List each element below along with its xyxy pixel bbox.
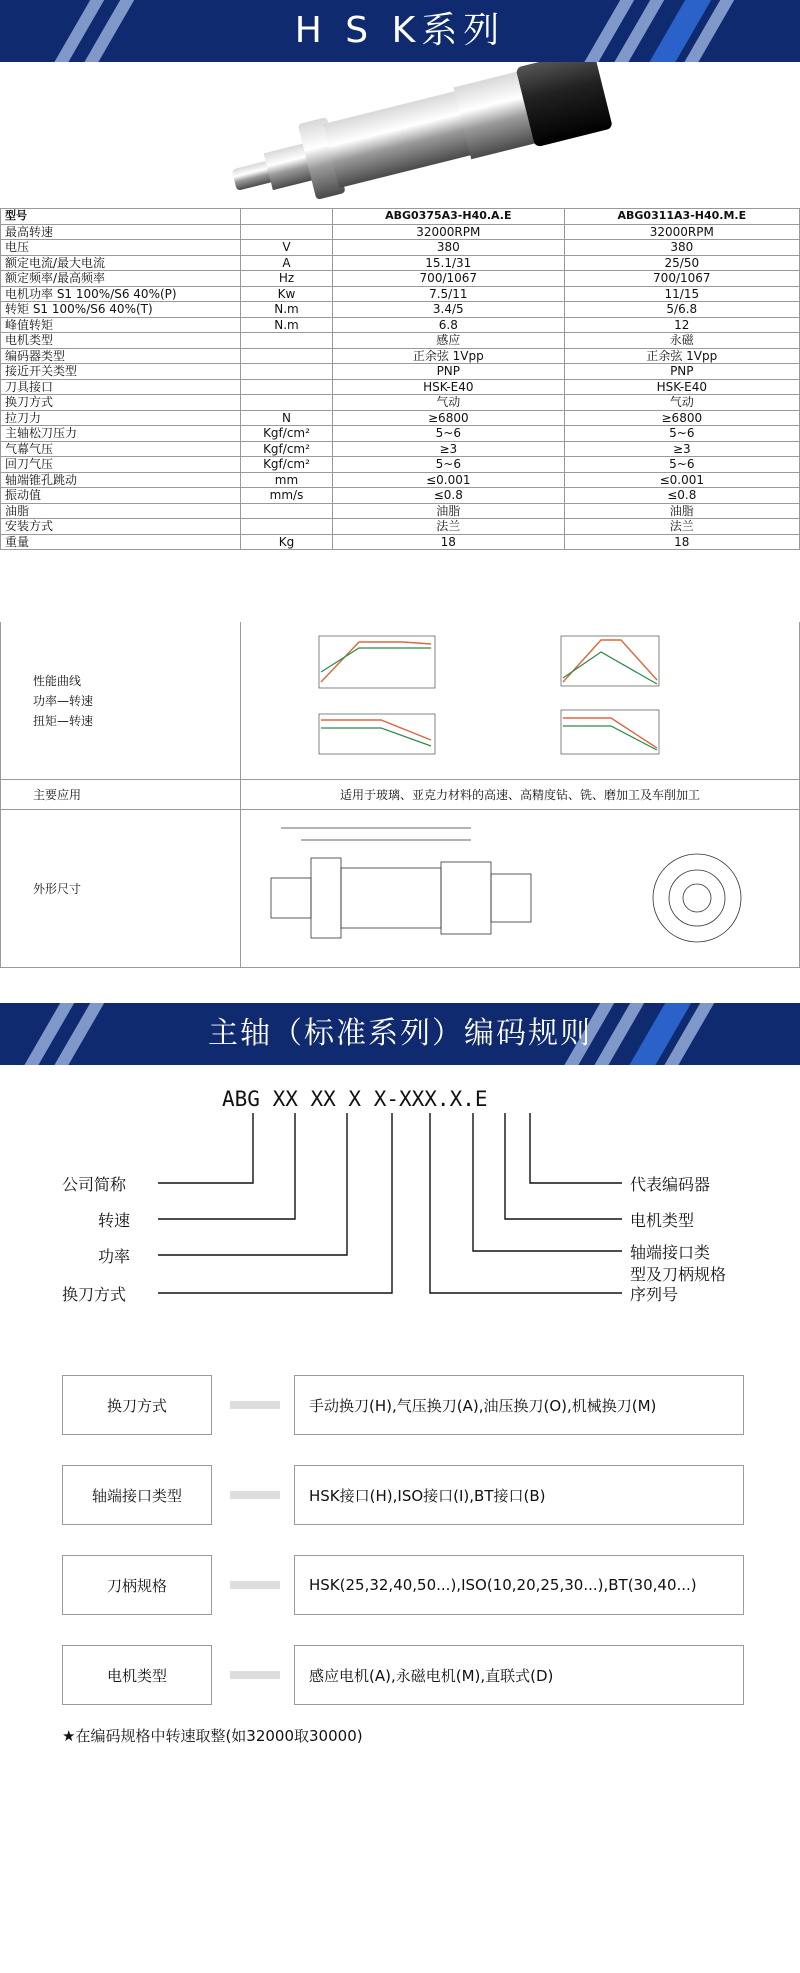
table-row: [1, 364, 800, 380]
table-cell-unit: [241, 348, 333, 364]
banner2-title: 主轴（标准系列）编码规则: [208, 1016, 592, 1051]
table-row: [1, 286, 800, 302]
label-interface-2: 型及刀柄规格: [630, 1265, 727, 1284]
dimensions-label: 外形尺寸: [1, 810, 241, 967]
table-cell-v2: 5~6: [564, 457, 799, 473]
table-cell-v1: HSK-E40: [333, 379, 565, 395]
table-cell-unit: N.m: [241, 302, 333, 318]
table-cell-name: 峰值转矩: [1, 317, 241, 333]
label-company: 公司简称: [62, 1175, 127, 1194]
table-cell-unit: mm/s: [241, 488, 333, 504]
model-col-1: ABG0375A3-H40.A.E: [333, 209, 565, 225]
table-cell-unit: [241, 395, 333, 411]
code-pattern: ABG XX XX X X-XXX.X.E: [222, 1087, 488, 1111]
table-cell-v1: 气动: [333, 395, 565, 411]
table-cell-name: 拉刀力: [1, 410, 241, 426]
table-cell-name: 编码器类型: [1, 348, 241, 364]
table-cell-v2: 永磁: [564, 333, 799, 349]
table-cell-v2: 法兰: [564, 519, 799, 535]
table-cell-v1: 18: [333, 534, 565, 550]
table-cell-v1: 700/1067: [333, 271, 565, 287]
table-cell-name: 转矩 S1 100%/S6 40%(T): [1, 302, 241, 318]
table-row: [1, 224, 800, 240]
table-cell-v2: 气动: [564, 395, 799, 411]
table-row: [1, 410, 800, 426]
label-interface-1: 轴端接口类: [630, 1243, 711, 1262]
footnote: ★在编码规格中转速取整(如32000取30000): [62, 1727, 363, 1745]
table-cell-v2: 5/6.8: [564, 302, 799, 318]
table-cell-name: 振动值: [1, 488, 241, 504]
table-cell-name: 额定电流/最大电流: [1, 255, 241, 271]
table-cell-v2: 18: [564, 534, 799, 550]
table-cell-v1: 感应: [333, 333, 565, 349]
table-cell-unit: Kgf/cm²: [241, 457, 333, 473]
table-cell-unit: Kw: [241, 286, 333, 302]
table-cell-name: 接近开关类型: [1, 364, 241, 380]
model-col-2: ABG0311A3-H40.M.E: [564, 209, 799, 225]
spindle-product-image: [0, 62, 800, 202]
table-cell-name: 换刀方式: [1, 395, 241, 411]
application-row: [0, 780, 800, 810]
label-serial: 序列号: [630, 1285, 679, 1304]
table-cell-v1: 32000RPM: [333, 224, 565, 240]
table-row: [1, 457, 800, 473]
table-row: [1, 379, 800, 395]
table-cell-name: 安装方式: [1, 519, 241, 535]
table-row: [1, 395, 800, 411]
table-row: [1, 302, 800, 318]
table-cell-name: 回刀气压: [1, 457, 241, 473]
table-cell-unit: [241, 519, 333, 535]
table-cell-name: 最高转速: [1, 224, 241, 240]
header-banner-coding: [0, 1003, 800, 1065]
table-cell-v2: ≤0.8: [564, 488, 799, 504]
performance-row: [0, 622, 800, 780]
table-cell-v1: 油脂: [333, 503, 565, 519]
table-cell-name: 油脂: [1, 503, 241, 519]
table-cell-name: 重量: [1, 534, 241, 550]
table-row: [1, 333, 800, 349]
table-cell-v1: 5~6: [333, 457, 565, 473]
table-cell-v2: ≤0.001: [564, 472, 799, 488]
table-cell-v2: 12: [564, 317, 799, 333]
table-cell-unit: A: [241, 255, 333, 271]
label-speed: 转速: [98, 1211, 131, 1230]
header-banner-hsk: [0, 0, 800, 62]
table-row: [1, 240, 800, 256]
table-row: [1, 519, 800, 535]
table-cell-v2: ≥6800: [564, 410, 799, 426]
dimensions-row: [0, 810, 800, 968]
table-cell-v1: PNP: [333, 364, 565, 380]
table-cell-unit: Kgf/cm²: [241, 441, 333, 457]
table-cell-v1: 15.1/31: [333, 255, 565, 271]
table-cell-v1: 7.5/11: [333, 286, 565, 302]
rule-motor-type: 电机类型 感应电机(A),永磁电机(M),直联式(D): [62, 1645, 742, 1705]
table-cell-v2: ≥3: [564, 441, 799, 457]
label-motor-type: 电机类型: [630, 1211, 695, 1230]
table-cell-v2: 700/1067: [564, 271, 799, 287]
table-cell-v1: 5~6: [333, 426, 565, 442]
label-power: 功率: [98, 1247, 131, 1266]
table-cell-v1: ≥3: [333, 441, 565, 457]
table-cell-unit: V: [241, 240, 333, 256]
table-cell-unit: N.m: [241, 317, 333, 333]
performance-label: 性能曲线 功率—转速 扭矩—转速: [1, 622, 241, 779]
table-row: [1, 317, 800, 333]
header-label: 型号: [1, 209, 241, 225]
table-cell-v1: 3.4/5: [333, 302, 565, 318]
table-row: [1, 488, 800, 504]
table-cell-unit: N: [241, 410, 333, 426]
performance-curves-image: [241, 622, 799, 780]
table-header-row: [1, 209, 800, 225]
table-cell-v2: PNP: [564, 364, 799, 380]
table-cell-unit: [241, 333, 333, 349]
application-text: 适用于玻璃、亚克力材料的高速、高精度钻、铣、磨加工及车削加工: [339, 788, 700, 802]
table-row: [1, 426, 800, 442]
application-label: 主要应用: [1, 780, 241, 809]
table-row: [1, 472, 800, 488]
table-cell-name: 额定频率/最高频率: [1, 271, 241, 287]
table-cell-v2: 25/50: [564, 255, 799, 271]
table-cell-name: 电机功率 S1 100%/S6 40%(P): [1, 286, 241, 302]
table-cell-name: 气幕气压: [1, 441, 241, 457]
table-cell-name: 电机类型: [1, 333, 241, 349]
table-cell-v1: ≤0.8: [333, 488, 565, 504]
table-row: [1, 348, 800, 364]
table-cell-unit: Hz: [241, 271, 333, 287]
table-cell-v1: ≤0.001: [333, 472, 565, 488]
banner-title: H S K系列: [294, 10, 506, 51]
table-cell-v1: ≥6800: [333, 410, 565, 426]
table-cell-v1: 法兰: [333, 519, 565, 535]
table-row: [1, 534, 800, 550]
table-cell-unit: [241, 503, 333, 519]
table-row: [1, 503, 800, 519]
rule-tool-change: 换刀方式 手动换刀(H),气压换刀(A),油压换刀(O),机械换刀(M): [62, 1375, 742, 1435]
table-cell-name: 电压: [1, 240, 241, 256]
table-cell-v2: 油脂: [564, 503, 799, 519]
table-cell-name: 主轴松刀压力: [1, 426, 241, 442]
spec-table: [0, 208, 800, 550]
table-row: [1, 271, 800, 287]
table-cell-v2: 5~6: [564, 426, 799, 442]
table-cell-v1: 380: [333, 240, 565, 256]
label-tool-change: 换刀方式: [62, 1285, 127, 1304]
table-cell-unit: [241, 364, 333, 380]
table-cell-v1: 正余弦 1Vpp: [333, 348, 565, 364]
table-cell-v2: HSK-E40: [564, 379, 799, 395]
table-cell-unit: mm: [241, 472, 333, 488]
rule-holder-spec: 刀柄规格 HSK(25,32,40,50...),ISO(10,20,25,30...),BT(30,40...): [62, 1555, 742, 1615]
label-encoder: 代表编码器: [630, 1175, 711, 1194]
table-cell-v2: 11/15: [564, 286, 799, 302]
table-cell-unit: [241, 224, 333, 240]
table-cell-v2: 380: [564, 240, 799, 256]
rule-interface-type: 轴端接口类型 HSK接口(H),ISO接口(I),BT接口(B): [62, 1465, 742, 1525]
table-row: [1, 255, 800, 271]
table-cell-v2: 32000RPM: [564, 224, 799, 240]
table-cell-name: 轴端锥孔跳动: [1, 472, 241, 488]
dimension-drawing-image: [241, 810, 799, 968]
table-cell-unit: Kgf/cm²: [241, 426, 333, 442]
table-row: [1, 441, 800, 457]
table-cell-name: 刀具接口: [1, 379, 241, 395]
code-diagram: [0, 1075, 800, 1315]
table-cell-unit: [241, 379, 333, 395]
table-cell-v2: 正余弦 1Vpp: [564, 348, 799, 364]
table-cell-unit: Kg: [241, 534, 333, 550]
table-cell-v1: 6.8: [333, 317, 565, 333]
